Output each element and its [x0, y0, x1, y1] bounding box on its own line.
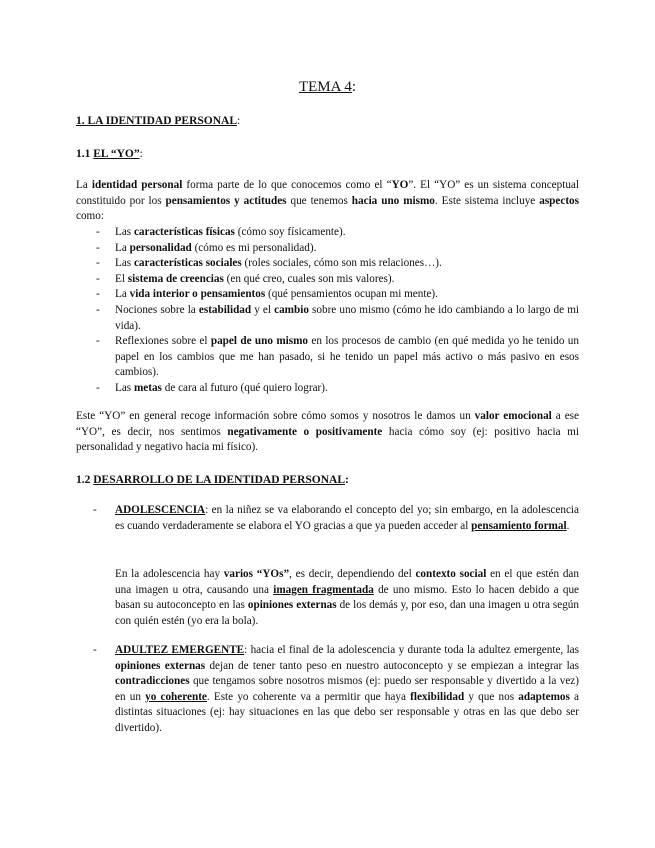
text-run: .	[566, 519, 570, 532]
emphasis: personalidad	[129, 241, 192, 254]
emphasis: identidad personal	[91, 179, 183, 191]
emphasis: valor emocional	[474, 410, 552, 422]
yo-paragraph	[76, 409, 579, 456]
emphasis: opiniones externas	[247, 599, 337, 612]
emphasis: opiniones externas	[115, 659, 206, 672]
text-run: El	[115, 272, 128, 285]
list-item	[76, 225, 579, 241]
adolescencia-paragraph-2	[115, 567, 579, 629]
section-1-1-label: EL “YO”	[93, 148, 140, 160]
adultez-term: ADULTEZ EMERGENTE	[115, 644, 245, 656]
text-run: Las	[115, 257, 134, 270]
text-run: (cómo soy físicamente).	[234, 226, 346, 238]
text-run: y que nos	[464, 690, 519, 703]
text-run: La	[76, 179, 92, 191]
emphasis: varios “YOs”	[223, 568, 290, 580]
text-run: . Este yo coherente va a permitir que haya	[206, 690, 411, 703]
section-1-2-suffix: :	[345, 474, 349, 486]
text-run: , es decir, dependiendo del	[289, 568, 416, 580]
text-run: a distintas situaciones (ej: hay situaciones en las que debo ser responsable y otras en las que debo ser divertido).	[115, 690, 579, 734]
page-title: TEMA 4:	[298, 79, 357, 95]
text-run: : hacia el final de la adolescencia y durante toda la adultez emergente, las	[244, 644, 579, 656]
text-run: y el	[251, 303, 275, 316]
emphasis: sistema de creencias	[127, 272, 224, 285]
emphasis: pensamiento formal	[471, 519, 567, 532]
section-1-1-suffix: :	[139, 148, 143, 160]
list-item	[76, 287, 579, 303]
text-run: de cara al futuro (qué quiero lograr).	[161, 381, 328, 394]
text-run: (qué pensamientos ocupan mi mente).	[265, 288, 438, 301]
emphasis: negativamente o positivamente	[227, 425, 383, 438]
text-run: Las	[115, 226, 134, 238]
section-1-suffix: :	[237, 115, 241, 127]
text-run: que tengamos sobre nosotros mismos (ej: puedo ser responsable y divertido a la vez) en un	[115, 675, 579, 703]
emphasis: YO	[391, 179, 409, 191]
bullet-dash: -	[96, 257, 100, 270]
section-heading-1-1	[76, 147, 143, 163]
text-run: hacia cómo soy (ej: positivo hacia mi personalidad y negativo hacia mi físico).	[76, 425, 579, 454]
text-run: La	[115, 241, 130, 254]
emphasis: cambio	[274, 303, 309, 316]
text-run: sobre uno mismo (cómo he ido cambiando a lo largo de mi vida).	[115, 303, 580, 332]
text-run: (roles sociales, cómo son mis relaciones…).	[241, 257, 442, 270]
adolescencia-term: ADOLESCENCIA	[115, 504, 206, 516]
text-run: Las	[115, 381, 134, 394]
list-item	[76, 256, 579, 272]
bullet-dash: -	[96, 335, 100, 348]
emphasis: imagen fragmentada	[273, 583, 374, 596]
text-run: En la adolescencia hay	[115, 568, 224, 580]
emphasis: metas	[133, 381, 162, 394]
emphasis: flexibilidad	[410, 690, 465, 703]
section-heading-1-2	[76, 473, 349, 489]
bullet-dash: -	[96, 303, 100, 316]
emphasis: aspectos	[539, 194, 579, 207]
list-item	[76, 272, 579, 288]
text-run: . Este sistema incluye	[434, 194, 540, 207]
text-run: (en qué creo, cuales son mis valores).	[223, 272, 395, 285]
section-1-1-num: 1.1	[76, 148, 91, 160]
adolescencia-item	[93, 503, 579, 534]
text-run: Nociones sobre la	[115, 303, 199, 316]
text-run: Reflexiones sobre el	[115, 335, 211, 348]
emphasis: hacia uno mismo	[351, 194, 435, 207]
section-1-2-label: DESARROLLO DE LA IDENTIDAD PERSONAL	[93, 474, 346, 486]
emphasis: pensamientos y actitudes	[165, 194, 287, 207]
text-run: dejan de tener tanto peso en nuestro autoconcepto y se empiezan a integrar las	[205, 659, 580, 672]
text-run: (cómo es mi personalidad).	[191, 241, 317, 254]
text-run: a ese “YO”, es decir, nos sentimos	[76, 410, 579, 438]
emphasis: contexto social	[415, 568, 487, 580]
text-run: en los procesos de cambio (en qué medida yo he tenido un papel en los cambios que me han pasado, si he tenido un papel más activo o más pasivo en esos cambios).	[115, 335, 579, 379]
emphasis: estabilidad	[198, 303, 252, 316]
section-1-2-num: 1.2	[76, 474, 91, 486]
emphasis: contradicciones	[115, 675, 190, 688]
section-1-label: 1. LA IDENTIDAD PERSONAL	[76, 115, 238, 127]
emphasis: características sociales	[133, 257, 242, 270]
emphasis: vida interior o pensamientos	[129, 288, 266, 301]
bullet-dash: -	[96, 272, 100, 285]
text-run: La	[115, 288, 130, 301]
text-run: que tenemos	[286, 194, 352, 207]
list-item	[76, 303, 579, 334]
bullet-dash: -	[93, 644, 97, 656]
text-run: ”. El “YO” es un sistema conceptual constituido por los	[76, 179, 579, 207]
bullet-dash: -	[96, 381, 100, 394]
emphasis: yo coherente	[145, 690, 207, 703]
bullet-dash: -	[96, 241, 100, 254]
text-run: Este “YO” en general recoge información sobre cómo somos y nosotros le damos un	[76, 410, 475, 422]
section-heading-1	[76, 114, 240, 130]
text-run: de los demás y, por eso, dan una imagen u otra según con quién estén (yo era la bola).	[115, 599, 579, 627]
text-run: forma parte de lo que conocemos como el “	[182, 179, 392, 191]
bullet-dash: -	[96, 288, 100, 301]
text-run: de uno mismo. Esto lo hacen debido a que basan su autoconcepto en las	[115, 583, 579, 612]
title-colon: :	[351, 79, 357, 95]
bullet-dash: -	[96, 226, 100, 238]
bullet-dash: -	[93, 504, 97, 516]
list-item	[76, 334, 579, 381]
emphasis: papel de uno mismo	[210, 335, 309, 348]
text-run: en el que estén dan una imagen u otra, causando una	[115, 568, 579, 596]
emphasis: características físicas	[133, 226, 235, 238]
intro-paragraph	[76, 178, 579, 225]
list-item	[76, 241, 579, 257]
text-run: : en la niñez se va elaborando el concepto del yo; sin embargo, en la adolescencia es cuando verdaderamente se elabora el YO gracias a que ya pueden acceder al	[115, 504, 579, 532]
text-run: como:	[76, 210, 104, 223]
emphasis: adaptemos	[518, 690, 570, 703]
aspects-list	[76, 225, 579, 397]
list-item	[76, 381, 579, 397]
adultez-item	[93, 643, 580, 737]
